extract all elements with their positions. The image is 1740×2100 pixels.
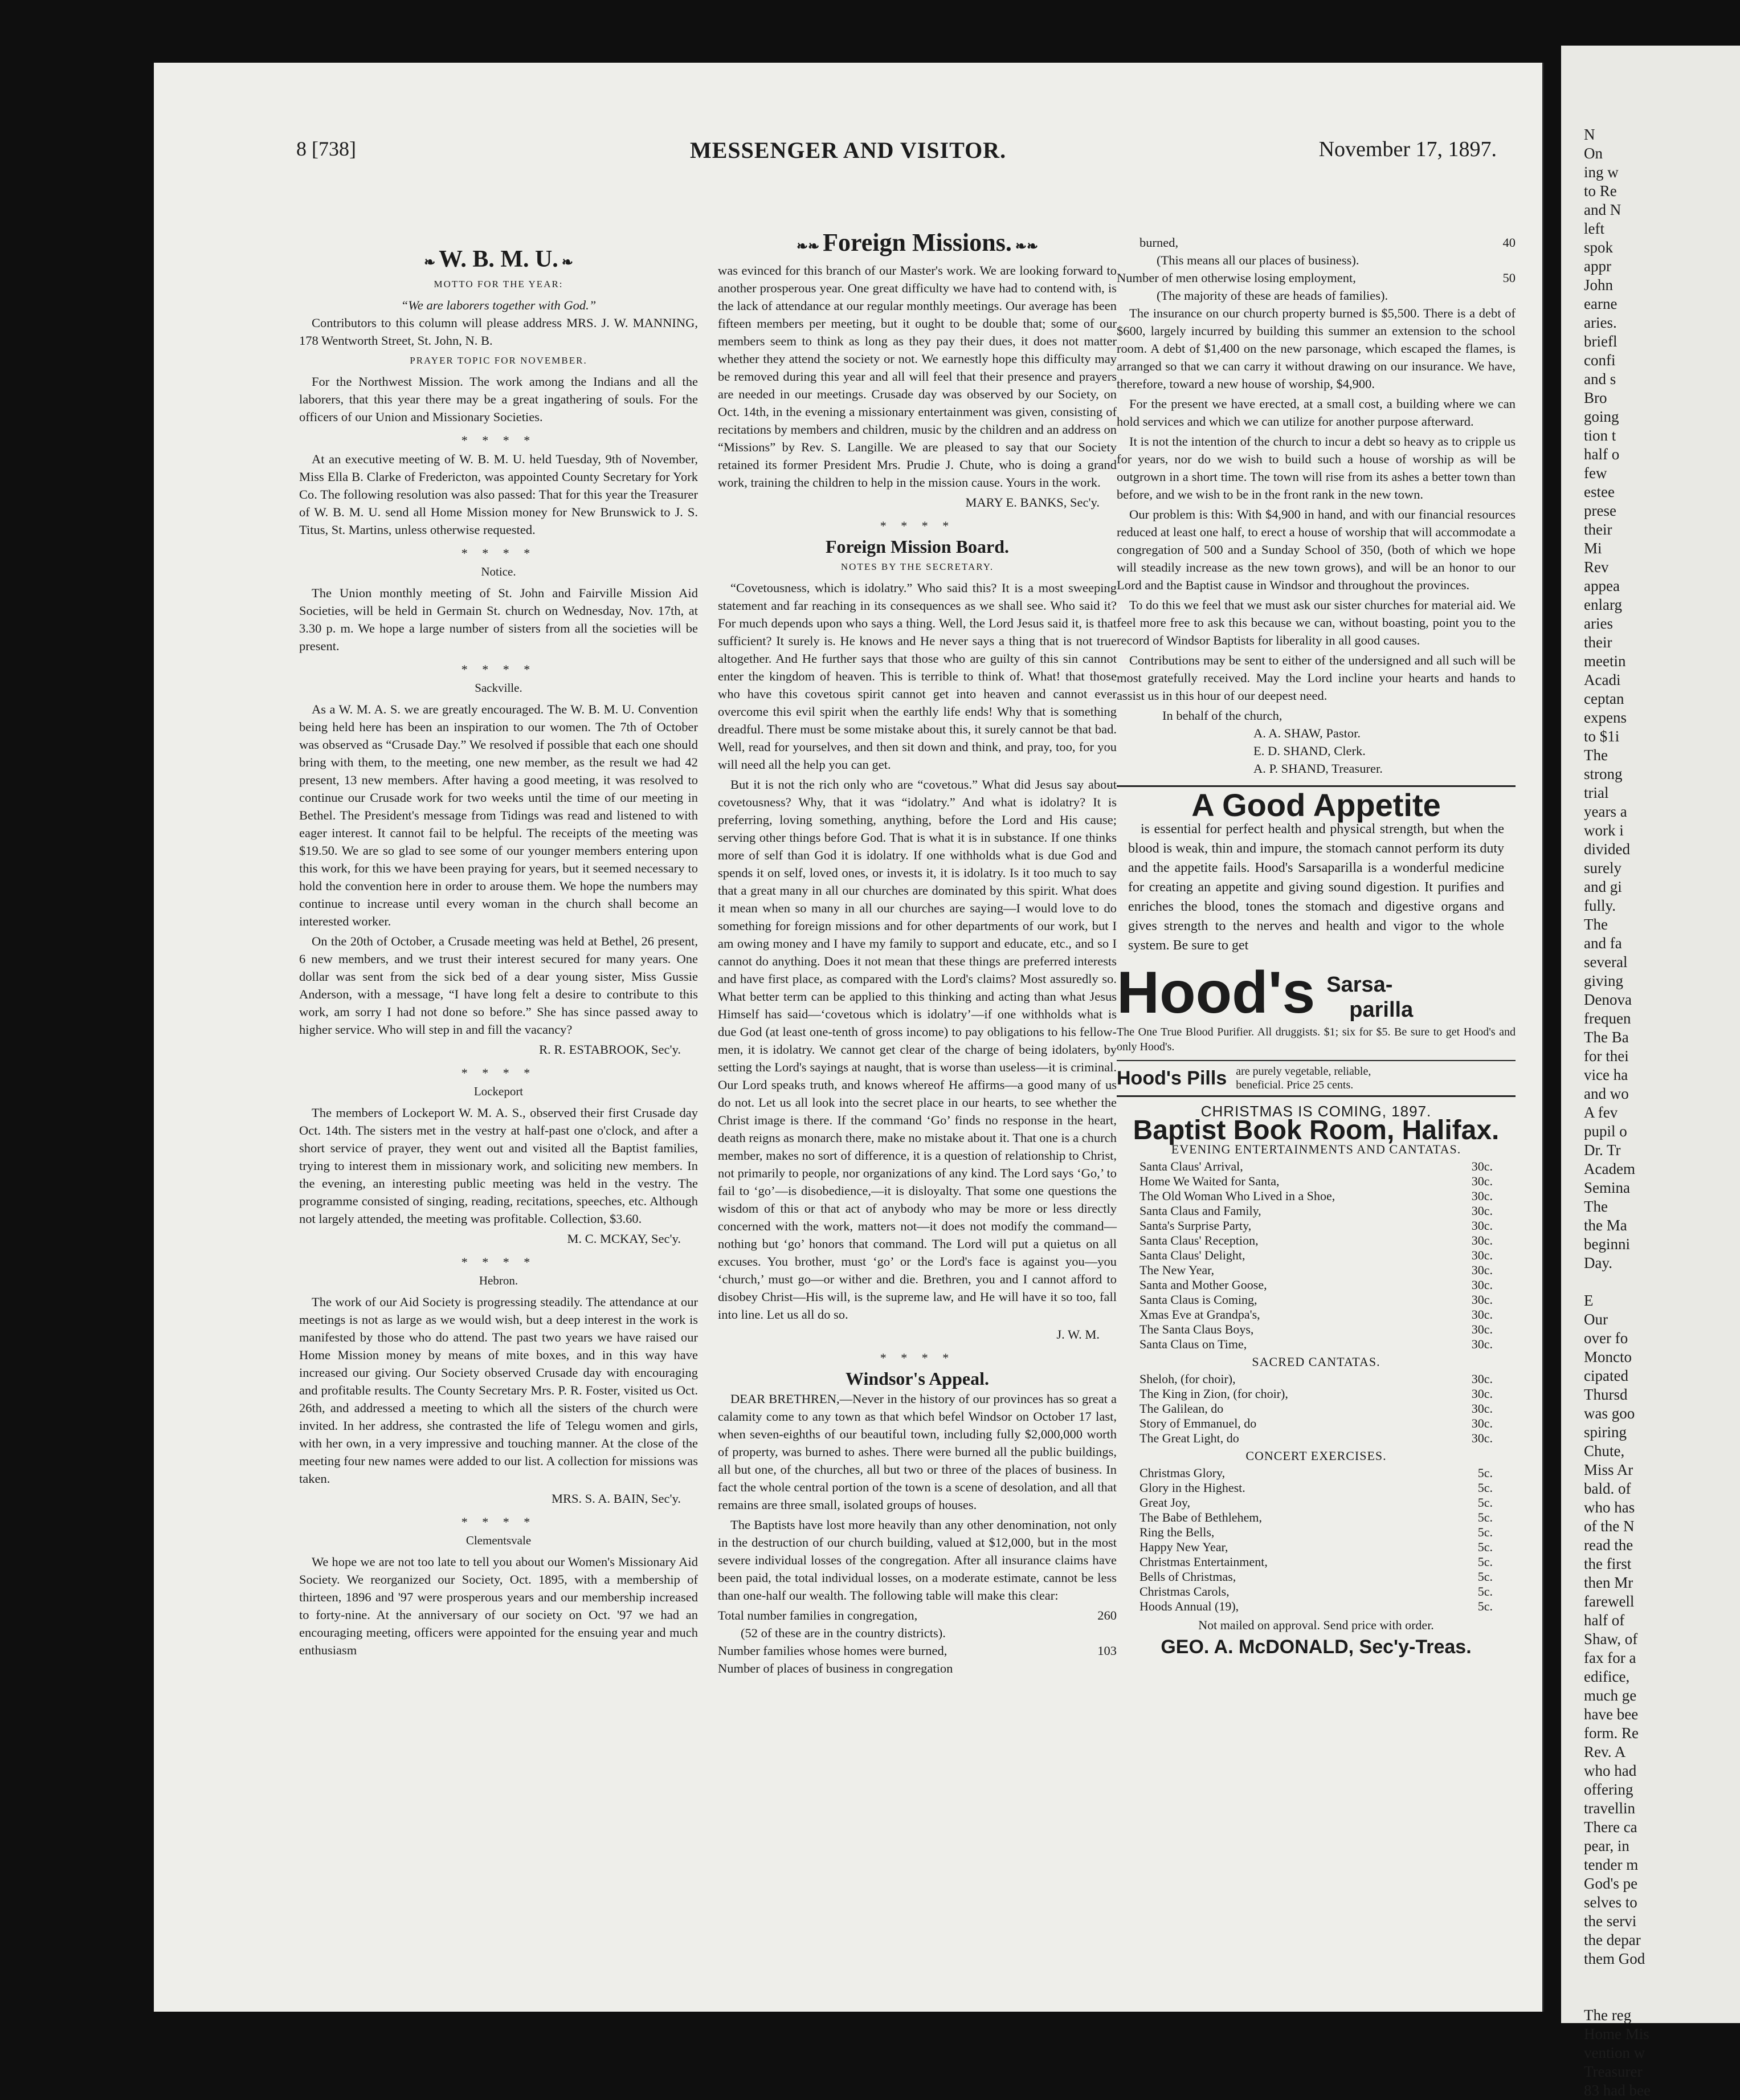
- fragment-line: form. Re: [1584, 1724, 1639, 1742]
- issue-date: November 17, 1897.: [1318, 137, 1497, 161]
- xmas-heading: CHRISTMAS IS COMING, 1897.: [1200, 1103, 1432, 1120]
- fragment-line: aries: [1584, 615, 1613, 632]
- hoods-pills-ad: [1117, 1060, 1516, 1097]
- board-paragraph-1: “Covetousness, which is idolatry.” Who said this? It is a most sweeping statement and far reaching in its consequences as we shall see. Who said it? For much depends upon who says a thing. Well, the Lord Jesus said it, is that sufficient? It surely is. He knows and He never says a thing that is not true altogether. And He further says that those who are guilty of this sin cannot enter the kingdom of heaven. This is terrible to think of. What! that those who have this covetous spirit cannot get into heaven and cannot ever overcome this evil spirit when the earthly life ends! Why that is something dreadful. There must be some mistake about this, it surely cannot be that bad. Well, read for yourselves, and then sit down and think, and pray, too, for you will need all the help you can get.: [718, 581, 1117, 772]
- price-item: [1139, 1204, 1493, 1218]
- price-item: [1139, 1510, 1493, 1525]
- section-heading: EVENING ENTERTAINMENTS AND CANTATAS.: [1171, 1142, 1461, 1156]
- table-note: (This means all our places of business).: [1157, 253, 1359, 267]
- price-item-price: 5c.: [1477, 1481, 1493, 1495]
- price-item: [1139, 1431, 1493, 1446]
- fragment-line: fully.: [1584, 897, 1616, 914]
- price-item-title: Santa's Surprise Party,: [1139, 1218, 1252, 1233]
- fragment-line: Dr. Tr: [1584, 1141, 1621, 1159]
- price-item-price: 30c.: [1471, 1248, 1493, 1262]
- price-item-title: Christmas Glory,: [1139, 1466, 1226, 1480]
- price-item-title: Santa Claus' Reception,: [1139, 1233, 1259, 1247]
- fragment-line: Treasurer: [1584, 2063, 1643, 2080]
- fragment-line: fax for a: [1584, 1649, 1636, 1666]
- fragment-line: earne: [1584, 295, 1618, 312]
- star-divider: * * * *: [461, 1066, 536, 1080]
- fragment-line: half o: [1584, 446, 1620, 463]
- fragment-line: Rev. A: [1584, 1743, 1626, 1760]
- fragment-line: Chute,: [1584, 1442, 1625, 1459]
- fragment-line: surely: [1584, 859, 1621, 876]
- price-item: [1139, 1248, 1493, 1263]
- price-item-price: 30c.: [1471, 1431, 1493, 1445]
- fragment-line: enlarg: [1584, 596, 1622, 613]
- star-divider: * * * *: [461, 546, 536, 560]
- fragment-line: The Ba: [1584, 1029, 1629, 1046]
- board-title: Foreign Mission Board.: [825, 536, 1010, 557]
- fragment-line: N: [1584, 126, 1595, 143]
- price-item: [1139, 1569, 1493, 1584]
- fragment-line: divided: [1584, 841, 1630, 858]
- masthead: MESSENGER AND VISITOR.: [689, 137, 1007, 163]
- price-item-price: 30c.: [1471, 1218, 1493, 1233]
- column-foreign-missions: [718, 229, 1117, 1677]
- price-item-title: Hoods Annual (19),: [1139, 1599, 1239, 1613]
- fragment-line: and s: [1584, 370, 1616, 388]
- fragment-line: who has: [1584, 1499, 1635, 1516]
- executive-meeting: At an executive meeting of W. B. M. U. held Tuesday, 9th of November, Miss Ella B. Clarke of Fredericton, was appointed County Secretary for York Co. The following resolution was also passed: That for this year the Treasurer of W. B. M. U. send all Home Mission money for New Brunswick to J. S. Titus, St. Martins, unless otherwise requested.: [299, 452, 698, 537]
- fragment-line: ceptan: [1584, 690, 1624, 707]
- fragment-line: few: [1584, 464, 1607, 482]
- fragment-line: to $1i: [1584, 728, 1620, 745]
- contributors-notice: Contributors to this column will please address MRS. J. W. MANNING, 178 Wentworth Street, St. John, N. B.: [299, 316, 698, 348]
- fragment-line: Our: [1584, 1311, 1608, 1328]
- fragment-line: Shaw, of: [1584, 1630, 1638, 1648]
- fragment-line: prese: [1584, 502, 1616, 519]
- fragment-line: them God: [1584, 1950, 1645, 1967]
- price-item-title: Santa and Mother Goose,: [1139, 1278, 1267, 1292]
- fragment-line: Mi: [1584, 540, 1602, 557]
- hebron-title: Hebron.: [479, 1274, 518, 1287]
- windsor-behalf: In behalf of the church,: [1162, 708, 1282, 723]
- bookroom-name: Baptist Book Room, Halifax.: [1133, 1115, 1500, 1145]
- fragment-line: [1584, 1968, 1740, 1987]
- bookroom-signature: GEO. A. McDONALD, Sec'y-Treas.: [1161, 1636, 1472, 1658]
- star-divider: * * * *: [461, 433, 536, 447]
- price-item-title: The Babe of Bethlehem,: [1139, 1510, 1263, 1524]
- fragment-line: appea: [1584, 577, 1620, 594]
- fragment-line: The: [1584, 1198, 1608, 1215]
- fragment-line: strong: [1584, 765, 1623, 782]
- order-note: Not mailed on approval. Send price with order.: [1198, 1618, 1434, 1632]
- pills-text-1: are purely vegetable, reliable,: [1236, 1065, 1371, 1078]
- price-item-price: 5c.: [1477, 1525, 1493, 1539]
- fragment-line: ing w: [1584, 164, 1619, 181]
- price-item-title: The Great Light, do: [1139, 1431, 1239, 1445]
- price-item: [1139, 1233, 1493, 1248]
- price-item: [1139, 1337, 1493, 1352]
- price-item: [1139, 1307, 1493, 1322]
- star-divider: * * * *: [461, 1255, 536, 1269]
- windsor-paragraph-5: It is not the intention of the church to incur a debt so heavy as to cripple us for years, nor do we wish to build such a house of worship as will be outgrown in a short time. The town will rise from its ashes a better town than before, and we wish to be in the front rank in the new town.: [1117, 434, 1516, 501]
- fragment-line: giving: [1584, 972, 1624, 989]
- price-item: [1139, 1278, 1493, 1292]
- price-item-title: Glory in the Highest.: [1139, 1481, 1245, 1495]
- price-item: [1139, 1481, 1493, 1495]
- fragment-line: There ca: [1584, 1818, 1637, 1836]
- price-item-price: 5c.: [1477, 1540, 1493, 1554]
- table-row: Number of men otherwise losing employment, 50: [1117, 271, 1516, 285]
- page-number: 8 [738]: [296, 137, 356, 160]
- price-item: [1139, 1401, 1493, 1416]
- fragment-line: pupil o: [1584, 1123, 1627, 1140]
- motto: “We are laborers together with God.”: [401, 298, 597, 312]
- sackville-signature: R. R. ESTABROOK, Sec'y.: [539, 1042, 681, 1057]
- windsor-signature-2: E. D. SHAND, Clerk.: [1253, 744, 1366, 758]
- price-item: [1139, 1263, 1493, 1278]
- table-note: (The majority of these are heads of families).: [1157, 288, 1388, 303]
- fragment-line: tion t: [1584, 427, 1616, 444]
- price-item-price: 30c.: [1471, 1416, 1493, 1430]
- star-divider: * * * *: [880, 519, 955, 533]
- price-list: [1139, 1159, 1493, 1352]
- fragment-line: John: [1584, 276, 1614, 293]
- fragment-line: pear, in: [1584, 1837, 1629, 1854]
- fragment-line: Semina: [1584, 1179, 1630, 1196]
- price-item-title: Christmas Entertainment,: [1139, 1555, 1268, 1569]
- windsor-signature-3: A. P. SHAND, Treasurer.: [1253, 761, 1383, 776]
- fragment-line: cipated: [1584, 1367, 1628, 1384]
- leaf-ornament-icon: ❧❧: [1011, 239, 1039, 254]
- fragment-line: the depar: [1584, 1931, 1641, 1948]
- price-item-title: Great Joy,: [1139, 1495, 1190, 1510]
- windsor-signature-1: A. A. SHAW, Pastor.: [1253, 726, 1361, 740]
- column-wbmu: [299, 246, 698, 1661]
- fragment-line: appr: [1584, 258, 1611, 275]
- windsor-paragraph-3: The insurance on our church property burned is $5,500. There is a debt of $600, largely incurred by building this summer an extension to the school room. A debt of $1,400 on the new parsonage, which escaped the flames, is arranged so that we can carry it without drawing on our insurance. We have, therefore, toward a new house of worship, $4,900.: [1117, 306, 1516, 391]
- fragment-line: vention w: [1584, 2044, 1645, 2061]
- price-item: [1139, 1525, 1493, 1540]
- fragment-line: The: [1584, 916, 1608, 933]
- price-item: [1139, 1292, 1493, 1307]
- price-item: [1139, 1495, 1493, 1510]
- table-row: Number of places of business in congregation: [718, 1661, 953, 1675]
- price-item-price: 30c.: [1471, 1233, 1493, 1247]
- fragment-line: spiring: [1584, 1424, 1627, 1441]
- fragment-line: to Re: [1584, 182, 1617, 199]
- leaf-ornament-icon: ❧: [558, 255, 573, 270]
- price-item-title: Santa Claus' Arrival,: [1139, 1159, 1243, 1173]
- fragment-line: trial: [1584, 784, 1609, 801]
- fragment-line: aries.: [1584, 314, 1617, 331]
- price-item-price: 5c.: [1477, 1569, 1493, 1584]
- foreign-missions-title: ❧❧ Foreign Missions. ❧❧: [796, 229, 1039, 256]
- fragment-line: tender m: [1584, 1856, 1639, 1873]
- lockeport-signature: M. C. MCKAY, Sec'y.: [567, 1232, 681, 1246]
- price-item-price: 30c.: [1471, 1263, 1493, 1277]
- price-item: [1139, 1218, 1493, 1233]
- price-item-price: 30c.: [1471, 1189, 1493, 1203]
- fragment-line: 83 had bee: [1584, 2082, 1651, 2099]
- price-item-title: Home We Waited for Santa,: [1139, 1174, 1280, 1188]
- price-item-price: 30c.: [1471, 1307, 1493, 1322]
- price-item-title: Christmas Carols,: [1139, 1584, 1230, 1599]
- fragment-line: going: [1584, 408, 1619, 425]
- fragment-line: for thei: [1584, 1047, 1629, 1065]
- board-paragraph-2: But it is not the rich only who are “covetous.” What did Jesus say about covetousness? Why, that it was “idolatry.” And what is idolatry? It is preferring, loving something, anything, before the Lord and His cause; serving other things before God. That is what it is in substance. If one thinks more of self than God it is idolatry. If one withholds what is due God and spends it on self, loved ones, or invests it, it is idolatry. Is it too much to say that a great many in all our churches are dominated by this spirit. What does it mean when so many in all our churches are saying—I would love to do something for foreign missions and for other departments of our work, but I am owing money and I have my family to support and educate, etc., and so I cannot do anything. Does it not mean that these things are preferred interests and have first place, as compared with the Lord's claims? Most assuredly so. What better term can be applied to this thinking and acting than what Jesus Himself has said—‘covetous which is idolatry’—if one withholds what is due God (at least one-tenth of gross income) to pay obligations to his fellow-men, it is idolatry. We cannot get clear of the charge of being idolaters, by setting the Lord's sayings at naught, that is worse than useless—it is criminal. Our Lord speaks truth, and knows whereof He affirms—a good many of us do not. Let us all look into the secret place in our hearts, to see whether the Christ image is there. If the command ‘Go’ finds no response in the heart, death reigns as monarch there, make no mistake about it. That one is a church member, makes no sort of difference, it is a question of relationship to Christ, not primarily to people, nor organizations of any kind. The Lord says ‘Go,’ to fail to ‘go’—is disobedience,—it is disloyalty. That some one questions the wisdom of this or that act of anybody who may be more or less directly concerned with the work, matters not—it does not modify the command—nothing but ‘go’ honors that command. The Lord will put a quietus on all excuses. You brother, must ‘go’ or the Lord's face is against you—you ‘church,’ must go—or wither and die. Brethren, you and I cannot afford to disobey Christ—His will, is the supreme law, and He will have it so too, fall into line. Let us all do so.: [718, 777, 1117, 1322]
- fragment-line: and gi: [1584, 878, 1622, 895]
- price-item-title: Ring the Bells,: [1139, 1525, 1215, 1539]
- price-list: [1139, 1466, 1493, 1614]
- price-item-price: 5c.: [1477, 1510, 1493, 1524]
- windsor-table: [718, 1606, 1117, 1677]
- price-item-price: 30c.: [1471, 1278, 1493, 1292]
- fragment-line: offering: [1584, 1781, 1633, 1798]
- clementsvale-title: Clementsvale: [465, 1534, 532, 1547]
- fragment-line: left: [1584, 220, 1604, 237]
- price-item-title: Xmas Eve at Grandpa's,: [1139, 1307, 1260, 1322]
- fragment-line: E: [1584, 1292, 1594, 1309]
- wbmu-title: ❧ W. B. M. U. ❧: [424, 246, 573, 272]
- fragment-line: Rev: [1584, 558, 1609, 576]
- fragment-line: [1584, 1273, 1740, 1291]
- prayer-topic: For the Northwest Mission. The work among the Indians and all the laborers, that this year there may be a great ingathering of souls. For the officers of our Union and Missionary Societies.: [299, 374, 698, 424]
- fragment-line: edifice,: [1584, 1668, 1630, 1685]
- price-item-price: 5c.: [1477, 1584, 1493, 1599]
- fragment-line: farewell: [1584, 1593, 1635, 1610]
- sackville-paragraph-2: On the 20th of October, a Crusade meeting was held at Bethel, 26 present, 6 new members, and we trust their interest secured for many years. One dollar was sent from the sick bed of a dear young sister, Miss Gussie Anderson, with a message, “I have long felt a desire to contribute to this work, am sorry I had not done so before.” She has since passed away to higher service. Who will step in and fill the vacancy?: [299, 934, 698, 1037]
- fragment-line: over fo: [1584, 1330, 1628, 1347]
- fragment-line: estee: [1584, 483, 1615, 500]
- page-header: [154, 137, 1542, 177]
- fragment-line: confi: [1584, 352, 1616, 369]
- price-item-title: Santa Claus is Coming,: [1139, 1292, 1257, 1307]
- fragment-line: of the N: [1584, 1518, 1635, 1535]
- hoods-logo: [1117, 960, 1516, 1026]
- ad-tagline: The One True Blood Purifier. All druggists. $1; six for $5. Be sure to get Hood's and only Hood's.: [1117, 1026, 1516, 1053]
- price-item-title: Santa Claus on Time,: [1139, 1337, 1247, 1351]
- fragment-line: and fa: [1584, 935, 1622, 952]
- fragment-line: travellin: [1584, 1800, 1635, 1817]
- price-item-title: The King in Zion, (for choir),: [1139, 1387, 1288, 1401]
- fragment-line: God's pe: [1584, 1875, 1638, 1892]
- ad-body: is essential for perfect health and physical strength, but when the blood is weak, thin and impure, the stomach cannot perform its duty and the appetite fails. Hood's Sarsaparilla is a wonderful medicine for creating an appetite and giving sound digestion. It purifies and enriches the blood, tones the stomach and digestive organs and gives strength to the nerves and health and vigor to the whole system. Be sure to get: [1128, 822, 1504, 953]
- fragment-line: work i: [1584, 822, 1624, 839]
- fragment-line: selves to: [1584, 1894, 1637, 1911]
- price-item-price: 5c.: [1477, 1495, 1493, 1510]
- table-row: (52 of these are in the country districts).: [741, 1626, 946, 1640]
- motto-label: MOTTO FOR THE YEAR:: [434, 279, 563, 289]
- price-item: [1139, 1387, 1493, 1401]
- fragment-line: the servi: [1584, 1913, 1637, 1930]
- fragment-line: years a: [1584, 803, 1627, 820]
- windsor-paragraph-2: The Baptists have lost more heavily than any other denomination, not only in the destruction of our church building, valued at $12,000, but in the most severe individual losses of the congregation. After all insurance claims have been paid, the total individual losses, on a moderate estimate, cannot be less than one-half our wealth. The following table will make this clear:: [718, 1518, 1117, 1602]
- windsor-title: Windsor's Appeal.: [846, 1368, 989, 1389]
- windsor-paragraph-6: Our problem is this: With $4,900 in hand, and with our financial resources reduced at least one half, to erect a house of worship that will accommodate a congregation of 500 and a Sunday School of 350, (both of which we hope will steadily increase as the new town grows), and will be an honor to our Lord and the Baptist cause in Windsor and throughout the provinces.: [1117, 507, 1516, 592]
- price-item: [1139, 1466, 1493, 1481]
- fragment-line: much ge: [1584, 1687, 1637, 1704]
- leaf-ornament-icon: ❧: [424, 255, 439, 270]
- lockeport-title: Lockeport: [473, 1084, 524, 1098]
- price-item-title: Happy New Year,: [1139, 1540, 1228, 1554]
- board-signature: J. W. M.: [1056, 1327, 1100, 1341]
- price-item-title: The New Year,: [1139, 1263, 1215, 1277]
- newspaper-page: [154, 63, 1544, 2012]
- fragment-line: The: [1584, 747, 1608, 764]
- fragment-line: frequen: [1584, 1010, 1631, 1027]
- fragment-line: bald. of: [1584, 1480, 1631, 1497]
- price-item-price: 30c.: [1471, 1337, 1493, 1351]
- price-item-price: 30c.: [1471, 1372, 1493, 1386]
- clementsvale-paragraph: We hope we are not too late to tell you about our Women's Missionary Aid Society. We reorganized our Society, Oct. 1895, with a membership of thirteen, 1896 and '97 were prosperous years and our membership increased to forty-nine. At the anniversary of our society on Oct. '97 we had an encouraging meeting, officers were appointed for the ensuing year and much enthusiasm: [299, 1555, 698, 1657]
- fragment-line: spok: [1584, 239, 1614, 256]
- price-item-price: 5c.: [1477, 1555, 1493, 1569]
- windsor-paragraph-4: For the present we have erected, at a small cost, a building where we can hold services and which we can utilize for another purpose afterward.: [1117, 397, 1516, 429]
- adjacent-page-fragment: [1561, 46, 1740, 2099]
- table-row: Total number families in congregation, 260: [718, 1608, 1117, 1622]
- price-item: [1139, 1555, 1493, 1569]
- price-item-price: 30c.: [1471, 1292, 1493, 1307]
- hoods-brand: Hood's: [1117, 960, 1316, 1026]
- price-item: [1139, 1174, 1493, 1189]
- table-row: Number families whose homes were burned, 103: [718, 1644, 1117, 1658]
- fragment-line: the first: [1584, 1555, 1632, 1572]
- leaf-ornament-icon: ❧❧: [796, 239, 823, 254]
- price-item-price: 30c.: [1471, 1387, 1493, 1401]
- price-item-price: 30c.: [1471, 1174, 1493, 1188]
- bookroom-advertisement: [1117, 1103, 1516, 1656]
- price-item-title: The Galilean, do: [1139, 1401, 1224, 1416]
- price-item-price: 5c.: [1477, 1466, 1493, 1480]
- section-heading: CONCERT EXERCISES.: [1245, 1449, 1387, 1463]
- price-list: [1139, 1372, 1493, 1446]
- price-item: [1139, 1599, 1493, 1614]
- star-divider: * * * *: [880, 1351, 955, 1365]
- clementsvale-continued: was evinced for this branch of our Master's work. We are looking forward to another prosperous year. One great difficulty we have had to contend with, is the lack of attendance at our regular monthly meetings. Our average has been fifteen members per meeting, but it ought to be double that; some of our members seem to think as long as they pay their dues, it does not matter whether they attend the society or not. We earnestly hope this difficulty may be removed during this year and all will feel that their presence and prayers are needed in our meetings. Crusade day was observed by our Society, on Oct. 14th, in the evening a missionary entertainment was given, consisting of recitations by members and children, music by the children and an address on “Missions” by Rev. S. Langille. We are pleased to say that our Society retained its former President Mrs. Prudie J. Chute, who is doing a grand work, training the children to help in the mission cause. Yours in the work.: [718, 263, 1117, 490]
- price-item-price: 5c.: [1477, 1599, 1493, 1613]
- clementsvale-signature: MARY E. BANKS, Sec'y.: [965, 495, 1100, 509]
- price-item-title: Story of Emmanuel, do: [1139, 1416, 1257, 1430]
- hebron-signature: MRS. S. A. BAIN, Sec'y.: [552, 1491, 681, 1506]
- fragment-line: and wo: [1584, 1085, 1629, 1102]
- sackville-title: Sackville.: [475, 681, 522, 695]
- fragment-line: several: [1584, 953, 1628, 971]
- price-item: [1139, 1540, 1493, 1555]
- fragment-line: The reg: [1584, 2007, 1632, 2024]
- fragment-line: Denova: [1584, 991, 1632, 1008]
- price-item-price: 30c.: [1471, 1322, 1493, 1336]
- fragment-line: and N: [1584, 201, 1621, 218]
- column-windsor-ads: [1117, 234, 1516, 1656]
- fragment-line: their: [1584, 634, 1612, 651]
- fragment-line: vice ha: [1584, 1066, 1628, 1083]
- fragment-line: Bro: [1584, 389, 1607, 406]
- price-item-title: Santa Claus' Delight,: [1139, 1248, 1245, 1262]
- sarsaparilla-label: Sarsa- parilla: [1326, 973, 1414, 1022]
- windsor-paragraph-8: Contributions may be sent to either of the undersigned and all such will be most gratefully received. May the Lord incline your hearts and hands to assist us in this hour of our deepest need.: [1117, 653, 1516, 703]
- price-item: [1139, 1189, 1493, 1204]
- price-item: [1139, 1159, 1493, 1174]
- sackville-paragraph-1: As a W. M. A. S. we are greatly encouraged. The W. B. M. U. Convention being held here has been an inspiration to our women. The 7th of October was observed as “Crusade Day.” We resolved if possible that each one should bring with them, to the meeting, one new member, as the result we had 42 present, 13 new members. After having a good meeting, it was resolved to continue our Crusade work for two weeks until the time of our meeting in Bethel. The President's message from Tidings was read and listened to with eager interest. It cannot fail to be helpful. The receipts of the meeting was $19.50. We are so glad to see some of our younger members entering upon this work, for this we have been praying for years, but it seemed necessary to hold the convention here in order to arouse them. We hope the numbers may continue to increase until every woman in the church shall become an interested worker.: [299, 702, 698, 928]
- price-item-price: 30c.: [1471, 1204, 1493, 1218]
- fragment-line: A fev: [1584, 1104, 1618, 1121]
- board-subtitle: NOTES BY THE SECRETARY.: [840, 561, 994, 572]
- fragment-line: have bee: [1584, 1706, 1639, 1723]
- star-divider: * * * *: [461, 1515, 536, 1529]
- price-item-title: The Old Woman Who Lived in a Shoe,: [1139, 1189, 1335, 1203]
- fragment-line: Thursd: [1584, 1386, 1628, 1403]
- fragment-line: their: [1584, 521, 1612, 538]
- fragment-line: meetin: [1584, 653, 1626, 670]
- price-item-title: Santa Claus and Family,: [1139, 1204, 1261, 1218]
- fragment-line: beginni: [1584, 1235, 1630, 1253]
- windsor-paragraph-7: To do this we feel that we must ask our sister churches for material aid. We feel more free to ask this because we can, without boasting, point you to the record of Windsor Baptists for liberality in all good causes.: [1117, 598, 1516, 647]
- section-heading: SACRED CANTATAS.: [1252, 1355, 1380, 1369]
- fragment-line: Academ: [1584, 1160, 1635, 1177]
- price-item-price: 30c.: [1471, 1401, 1493, 1416]
- price-item-price: 30c.: [1471, 1159, 1493, 1173]
- fragment-line: was goo: [1584, 1405, 1635, 1422]
- price-item: [1139, 1584, 1493, 1599]
- fragment-line: read the: [1584, 1536, 1633, 1553]
- fragment-line: Home Mis: [1584, 2025, 1649, 2042]
- fragment-line: Acadi: [1584, 671, 1621, 688]
- notice-text: The Union monthly meeting of St. John and Fairville Mission Aid Societies, will be held in Germain St. church on Wednesday, Nov. 17th, at 3.30 p. m. We hope a large number of sisters from all the societies will be present.: [299, 586, 698, 653]
- price-item: [1139, 1322, 1493, 1337]
- price-item-title: Sheloh, (for choir),: [1139, 1372, 1236, 1386]
- price-item-title: The Santa Claus Boys,: [1139, 1322, 1254, 1336]
- fragment-line: who had: [1584, 1762, 1637, 1779]
- price-item: [1139, 1416, 1493, 1431]
- fragment-line: On: [1584, 145, 1603, 162]
- star-divider: * * * *: [461, 662, 536, 676]
- fragment-line: then Mr: [1584, 1574, 1633, 1591]
- fragment-line: briefl: [1584, 333, 1618, 350]
- pills-name: Hood's Pills: [1117, 1067, 1227, 1089]
- notice-title: Notice.: [481, 565, 516, 578]
- hoods-advertisement: [1117, 785, 1516, 1097]
- windsor-paragraph-1: DEAR BRETHREN,—Never in the history of our provinces has so great a calamity come to any town as that which befel Windsor on October 17 last, when seven-eighths of our beautiful town, including fully $2,000,000 worth of property, was burned to ashes. There were burned all the public buildings, all but one, of the churches, all but two or three of the places of business. In fact the whole central portion of the town is a scene of desolation, and all that remains are three small, isolated groups of houses.: [718, 1392, 1117, 1512]
- hebron-paragraph: The work of our Aid Society is progressing steadily. The attendance at our meetings is not as large as we would wish, but a deep interest in the work is manifested by those who do attend. The past two years we have raised our Home Mission money by means of mite boxes, and in this way have increased our giving. Our Society observed Crusade day with encouraging and profitable results. The County Secretary Mrs. P. R. Foster, visited us Oct. 26th, and addressed a meeting to which all the sisters of the church were invited. In her address, she contrasted the life of Telegu women and girls, with her own, in a very impressive and touching manner. At the close of the meeting four new names were added to our list. A collection for missions was taken.: [299, 1295, 698, 1486]
- prayer-topic-label: PRAYER TOPIC FOR NOVEMBER.: [410, 355, 587, 366]
- table-row: burned, 40: [1139, 235, 1516, 250]
- fragment-line: expens: [1584, 709, 1627, 726]
- fragment-line: half of: [1584, 1612, 1625, 1629]
- fragment-line: Day.: [1584, 1254, 1612, 1271]
- fragment-line: Moncto: [1584, 1348, 1632, 1365]
- price-item-title: Bells of Christmas,: [1139, 1569, 1236, 1584]
- fragment-line: Miss Ar: [1584, 1461, 1633, 1478]
- price-item: [1139, 1372, 1493, 1387]
- fragment-line: [1584, 1987, 1740, 2006]
- ad-headline: A Good Appetite: [1191, 787, 1441, 823]
- pills-text-2: beneficial. Price 25 cents.: [1236, 1079, 1354, 1091]
- lockeport-paragraph: The members of Lockeport W. M. A. S., observed their first Crusade day Oct. 14th. The sisters met in the vestry at half-past one o'clock, and after a short service of prayer, they went out and visited all the Baptist families, trying to interest them in missionary work, and soliciting new members. In the evening, an interesting public meeting was held in the vestry. The programme consisted of singing, reading, recitations, speeches, etc. Although not largely attended, the meeting was profitable. Collection, $3.60.: [299, 1106, 698, 1226]
- fragment-line: the Ma: [1584, 1217, 1627, 1234]
